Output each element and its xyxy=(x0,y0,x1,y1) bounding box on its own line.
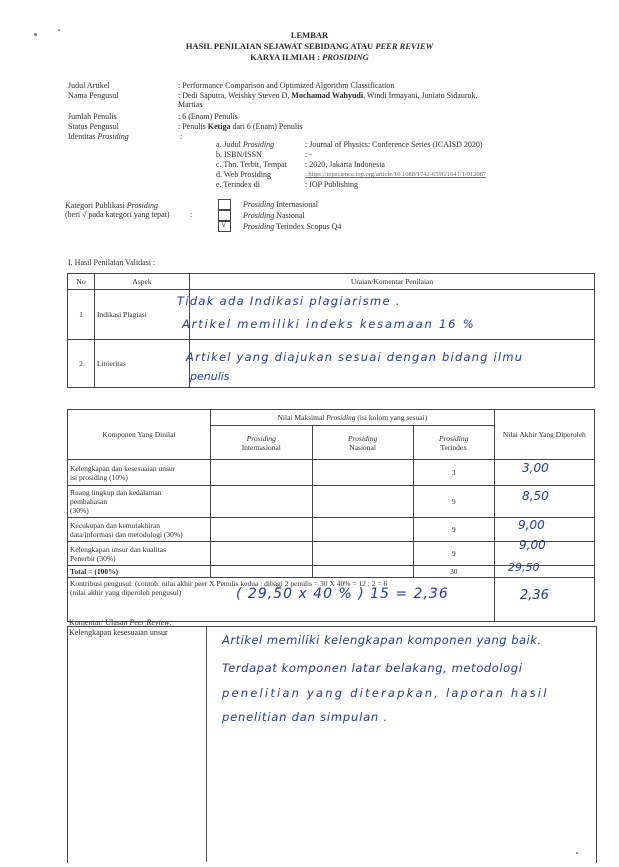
nilai-row-2-max: 9 xyxy=(413,486,494,518)
opt1-text: Internasional xyxy=(274,200,319,209)
nilai-row-2-int xyxy=(210,486,312,518)
opt1-italic: Prosiding xyxy=(243,200,275,209)
nilai-row-2-komponen xyxy=(68,486,211,518)
komentar-handwriting-3: penelitian yang diterapkan, laporan hasil xyxy=(222,686,549,700)
nilai-row-3-komponen xyxy=(68,518,211,542)
checkbox-terindex-scopus[interactable] xyxy=(218,221,231,232)
nilai-row-1-handwriting: 3,00 xyxy=(522,461,549,475)
nilai-row-4-handwriting: 9,00 xyxy=(519,538,546,552)
nr3a: Kecukupan dan kemutakhiran xyxy=(70,520,160,530)
nilai-header-max-b: Prosiding xyxy=(326,413,356,422)
nr2a: Ruang lingkup dan kedalaman xyxy=(70,488,162,497)
nilai-row-1-max: 3 xyxy=(413,460,494,486)
status-label: Status Pengusul xyxy=(68,122,119,131)
h-nas-it: Prosiding xyxy=(347,433,378,443)
nr4a: Kelengkapan unsur dan kualitas xyxy=(70,544,167,554)
pengusul-value-2: Martias xyxy=(178,100,203,109)
header-line3-italic: PROSIDING xyxy=(322,52,369,62)
identitas-colon: : xyxy=(180,132,183,141)
judul-value: : Performance Comparison and Optimized Algorithm Classification xyxy=(178,81,395,90)
nilai-header-internasional xyxy=(210,426,312,460)
komentar-handwriting-2: Terdapat komponen latar belakang, metodologi xyxy=(222,661,523,675)
nilai-total-nas xyxy=(312,566,413,578)
validasi-row-1-aspek: Indikasi Plagiasi xyxy=(95,290,190,340)
nilai-row-2-handwriting: 8,50 xyxy=(522,489,549,503)
validasi-row-2-no: 2 xyxy=(68,340,95,388)
pengusul-value xyxy=(178,91,477,100)
header-line3-text: KARYA ILMIAH : xyxy=(250,52,323,62)
opt2-italic: Prosiding xyxy=(243,211,275,220)
validasi-row-1-handwriting-2: Artikel memiliki indeks kesamaan 16 % xyxy=(182,317,476,331)
header-line3 xyxy=(0,52,619,62)
checkbox-internasional[interactable] xyxy=(218,199,231,210)
kategori-label-italic: Prosiding xyxy=(126,201,159,210)
nilai-row-3-handwriting: 9,00 xyxy=(518,518,545,532)
kontribusi-handwriting: ( 29,50 x 40 % ) 15 = 2,36 xyxy=(236,586,449,602)
nilai-total-label xyxy=(68,566,211,578)
kategori-colon: : xyxy=(190,210,193,219)
nr1b: isi prosiding (10%) xyxy=(70,472,128,482)
row-a-key-text: a. Judul xyxy=(216,140,243,149)
opt2-text: Nasional xyxy=(274,211,305,220)
h-int: Internasional xyxy=(241,442,281,452)
komentar-title-text: Komentar/ Ulasan xyxy=(69,618,130,627)
nilai-row-4-int xyxy=(210,542,312,566)
validasi-row-1-no: 1 xyxy=(68,290,95,340)
prosiding-web-link[interactable]: : https://iopscience.iop.org/article/10.1088/1742-6596/1641/1/012087 xyxy=(305,171,487,178)
identitas-row-d-key: d. Web Prosiding xyxy=(216,170,271,179)
h-nas: Nasional xyxy=(349,442,376,452)
nilai-row-4-nas xyxy=(312,542,413,566)
nilai-row-1-int xyxy=(210,460,312,486)
judul-label: Judul Artikel xyxy=(68,81,110,90)
option-internasional-label xyxy=(243,200,318,209)
h-int-it: Prosiding xyxy=(246,433,276,443)
status-value xyxy=(178,122,302,131)
identitas-row-a-key xyxy=(216,140,274,149)
nilai-row-3-int xyxy=(210,518,312,542)
nilai-row-2-nas xyxy=(312,486,413,518)
kategori-label xyxy=(65,201,158,210)
row-a-key-italic: Prosiding xyxy=(242,140,275,149)
nr4b: Penerbit (30%) xyxy=(70,553,116,563)
identitas-row-e-key: e. Terindex di xyxy=(216,180,260,189)
nilai-header-akhir: Nilai Akhir Yang Diperoleh xyxy=(494,410,594,460)
opt3-italic: Prosiding xyxy=(243,222,275,231)
jumlah-value: : 6 (Enam) Penulis xyxy=(178,112,238,121)
header-line2-text: HASIL PENILAIAN SEJAWAT SEBIDANG ATAU xyxy=(185,41,376,51)
nilai-row-4-komponen xyxy=(68,542,211,566)
header-line2-italic: PEER REVIEW xyxy=(375,41,434,51)
nilai-total-int xyxy=(210,566,312,578)
header-line1: LEMBAR xyxy=(290,30,329,40)
identitas-row-c-key: c. Thn. Terbit, Tempat xyxy=(216,160,287,169)
opt3-text: Terindex Scopus Q4 xyxy=(274,222,342,231)
option-nasional-label xyxy=(243,211,305,220)
pengusul-part-a: : Dedi Saputra, Weishky Steven D, xyxy=(178,91,292,100)
nr1a: Kelengkapan dan kesesuaian unsur xyxy=(70,463,176,473)
nilai-total-handwriting: 29,50 xyxy=(508,561,540,574)
validasi-header-uraian: Uraian/Komentar Penilaian xyxy=(190,274,595,290)
komentar-divider xyxy=(206,627,207,862)
nilai-row-3-max: 9 xyxy=(413,518,494,542)
validasi-row-1-handwriting-1: Tidak ada Indikasi plagiarisme . xyxy=(177,294,401,308)
kategori-label-text: Kategori Publikasi xyxy=(65,201,127,210)
identitas-row-e-value: : IOP Publishing xyxy=(305,180,359,189)
nr2c: (30%) xyxy=(70,506,89,515)
status-part-a: : Penulis xyxy=(178,122,208,131)
identitas-row-a-value: : Journal of Physics: Conference Series (ICAISD 2020) xyxy=(305,140,483,149)
komentar-handwriting-1: Artikel memiliki kelengkapan komponen yang baik. xyxy=(222,633,542,647)
pengusul-part-c: , Windi Irmayani, Juniato Sidauruk, xyxy=(363,91,478,100)
identitas-row-b-key: b. ISBN/ISSN xyxy=(216,150,262,159)
kontribusi-line-1: Kontribusi pengusul: (contoh: nilai akhir peer X Penulis kedua : dibagi 2 penulis = 30 X 40% = 12 : 2 = 6 xyxy=(70,579,388,588)
nilai-header-komponen: Komponen Yang Dinilai xyxy=(68,410,211,460)
total-label-text: Total = (100%) xyxy=(70,567,119,576)
validasi-title: I. Hasil Penilaian Validasi : xyxy=(68,258,156,267)
nr2b: pembahasan xyxy=(70,497,108,506)
nilai-header-nasional xyxy=(312,426,413,460)
option-terindex-label xyxy=(243,222,341,231)
jumlah-label: Jumlah Penulis xyxy=(68,112,117,121)
pengusul-label: Nama Pengusul xyxy=(68,91,119,100)
nilai-header-terindex xyxy=(413,426,494,460)
validasi-row-2-aspek: Linieritas xyxy=(95,340,190,388)
identitas-label xyxy=(68,132,129,141)
identitas-row-c-value: : 2020, Jakarta Indonesia xyxy=(305,160,385,169)
validasi-row-2-handwriting-1: Artikel yang diajukan sesuai dengan bidang ilmu xyxy=(186,350,524,364)
komentar-label: Kelengkapan kesesuaian unsur xyxy=(69,628,168,637)
h-ter-it: Prosiding xyxy=(439,433,469,443)
komentar-title-italic: Peer Review xyxy=(129,618,170,627)
nilai-row-1-nas xyxy=(312,460,413,486)
status-part-b: Ketiga xyxy=(207,122,231,131)
identitas-row-b-value: : - xyxy=(305,150,312,159)
nilai-row-1-komponen xyxy=(68,460,211,486)
nilai-header-max-c: (isi kolom yang sesuai) xyxy=(355,413,428,422)
nilai-row-3-nas xyxy=(312,518,413,542)
nilai-row-4-max: 9 xyxy=(413,542,494,566)
kontribusi-result-handwriting: 2,36 xyxy=(520,588,549,603)
nilai-header-max-a: Nilai Maksimal xyxy=(277,413,327,422)
kontribusi-line-2: (nilai akhir yang diperoleh pengusul) xyxy=(70,588,182,597)
check-mark-icon: √ xyxy=(221,219,227,230)
validasi-row-2-handwriting-2: penulis xyxy=(190,370,230,383)
identitas-label-italic: Prosiding xyxy=(97,132,129,141)
header-line2 xyxy=(0,41,619,51)
nr3b: data/informasi dan metodologi (30%) xyxy=(70,529,183,539)
nilai-header-max xyxy=(210,410,494,426)
validasi-header-no: No xyxy=(68,274,95,290)
nilai-total-max: 30 xyxy=(413,566,494,578)
pengusul-part-b: Mochamad Wahyudi xyxy=(291,91,364,100)
h-ter: Terindex xyxy=(440,442,467,452)
komentar-title-colon: : xyxy=(169,618,172,627)
status-part-c: dari 6 (Enam) Penulis xyxy=(230,122,303,131)
identitas-label-text: Identitas xyxy=(68,132,98,141)
kategori-instruction: (beri √ pada kategori yang tepat) xyxy=(65,210,170,219)
komentar-handwriting-4: penelitian dan simpulan . xyxy=(222,710,388,724)
validasi-header-aspek: Aspek xyxy=(95,274,190,290)
